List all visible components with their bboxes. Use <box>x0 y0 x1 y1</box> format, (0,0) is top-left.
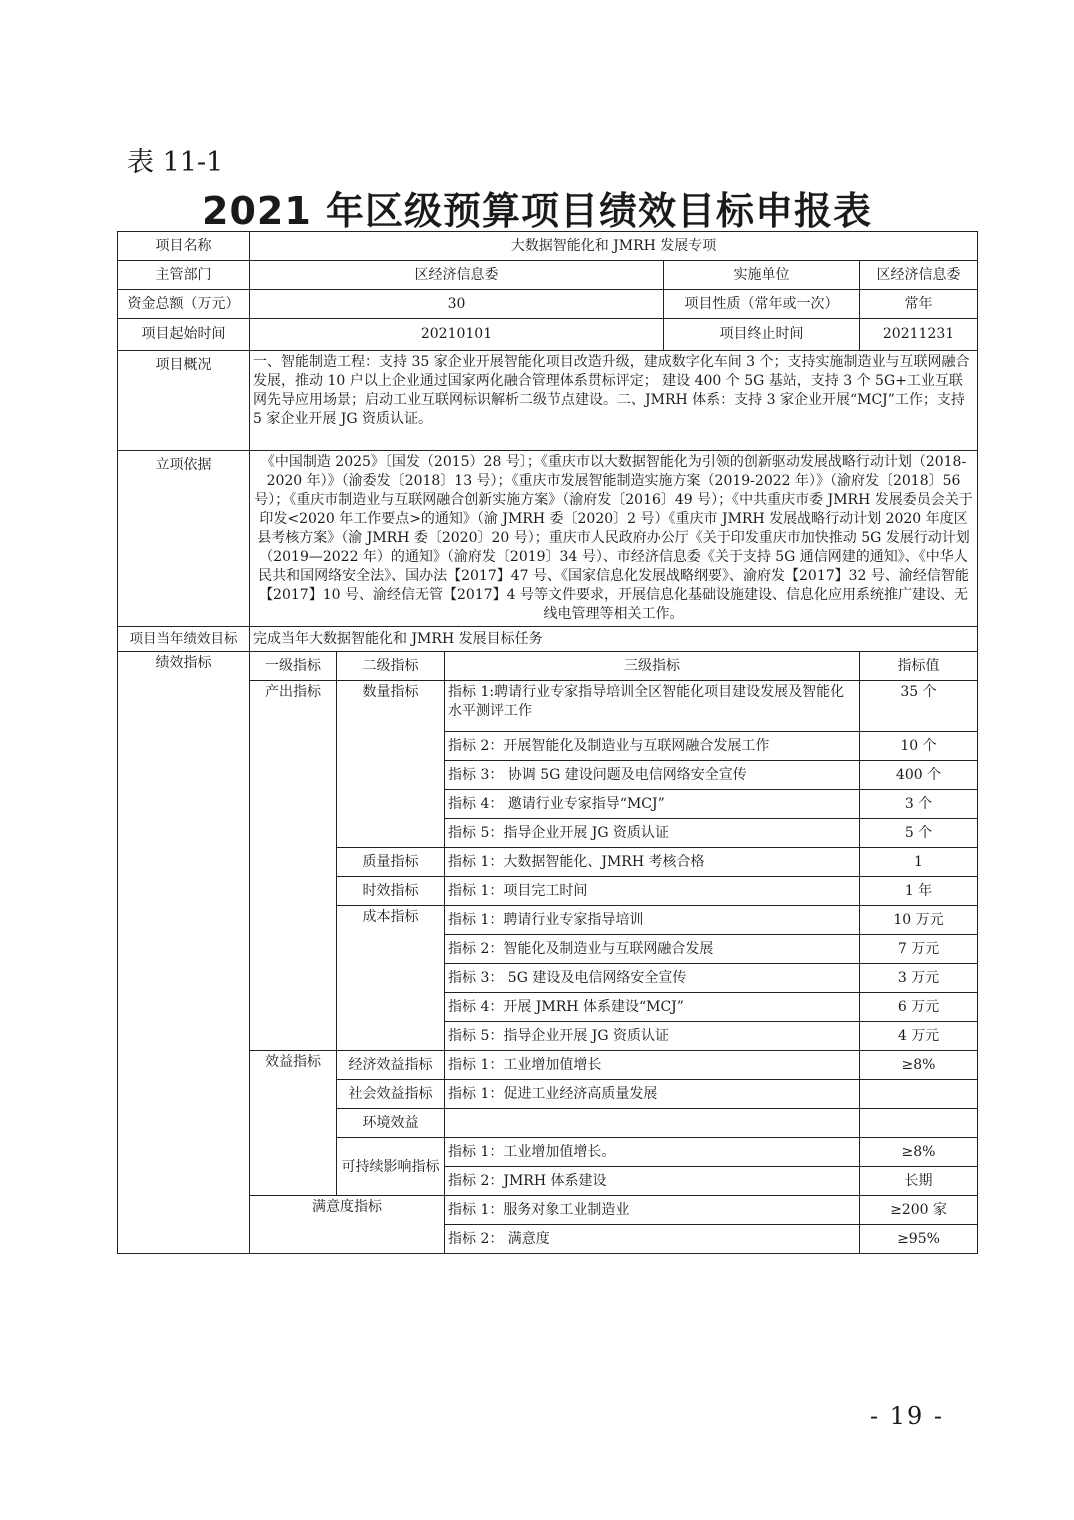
label-implementer: 实施单位 <box>664 261 860 290</box>
value-project-name: 大数据智能化和 JMRH 发展专项 <box>250 232 978 261</box>
level2-environment: 环境效益 <box>337 1109 445 1138</box>
indicator-name: 指标 1：促进工业经济高质量发展 <box>445 1080 860 1109</box>
value-start: 20210101 <box>250 319 664 351</box>
indicator-value: ≥95% <box>860 1225 978 1254</box>
indicator-value: 3 万元 <box>860 964 978 993</box>
indicator-value: 35 个 <box>860 681 978 732</box>
label-start: 项目起始时间 <box>118 319 250 351</box>
row-department <box>118 261 978 290</box>
row-funds <box>118 290 978 319</box>
indicator-value: ≥8% <box>860 1138 978 1167</box>
indicator-name: 指标 1：项目完工时间 <box>445 877 860 906</box>
indicator-value: 5 个 <box>860 819 978 848</box>
table-number: 表 11-1 <box>127 147 224 178</box>
label-overview: 项目概况 <box>118 351 250 451</box>
indicator-name: 指标 2：智能化及制造业与互联网融合发展 <box>445 935 860 964</box>
row-overview <box>118 351 978 451</box>
indicator-name: 指标 2： 满意度 <box>445 1225 860 1254</box>
value-annual-goal: 完成当年大数据智能化和 JMRH 发展目标任务 <box>250 627 978 652</box>
value-implementer: 区经济信息委 <box>860 261 978 290</box>
row-project-name <box>118 232 978 261</box>
level1-benefit: 效益指标 <box>250 1051 337 1196</box>
level2-sustainable: 可持续影响指标 <box>337 1138 445 1196</box>
row-basis <box>118 451 978 627</box>
indicator-value: 1 年 <box>860 877 978 906</box>
indicator-value: ≥8% <box>860 1051 978 1080</box>
level2-cost: 成本指标 <box>337 906 445 1051</box>
indicator-name: 指标 1：服务对象工业制造业 <box>445 1196 860 1225</box>
level2-social: 社会效益指标 <box>337 1080 445 1109</box>
label-department: 主管部门 <box>118 261 250 290</box>
indicator-name: 指标 5：指导企业开展 JG 资质认证 <box>445 819 860 848</box>
level2-timeliness: 时效指标 <box>337 877 445 906</box>
indicator-name: 指标 1：大数据智能化、JMRH 考核合格 <box>445 848 860 877</box>
value-overview: 一、智能制造工程：支持 35 家企业开展智能化项目改造升级，建成数字化车间 3 个；支持实施制造业与互联网融合发展，推动 10 户以上企业通过国家两化融合管理体系贯标评定； 建设 400 个 5G 基站，支持 3 个 5G+工业互联网先导应用场景；启动工业互联网标识解析二级节点建设。二、JMRH 体系：支持 3 家企业开展“MCJ”工作；支持 5 家企业开展 JG 资质认证。 <box>250 351 978 451</box>
value-department: 区经济信息委 <box>250 261 664 290</box>
indicator-name: 指标 5：指导企业开展 JG 资质认证 <box>445 1022 860 1051</box>
label-funds: 资金总额（万元） <box>118 290 250 319</box>
level2-quality: 质量指标 <box>337 848 445 877</box>
indicator-value: 3 个 <box>860 790 978 819</box>
label-project-name: 项目名称 <box>118 232 250 261</box>
indicator-name: 指标 4： 邀请行业专家指导“MCJ” <box>445 790 860 819</box>
indicator-name: 指标 2：JMRH 体系建设 <box>445 1167 860 1196</box>
value-basis: 《中国制造 2025》〔国发（2015）28 号〕；《重庆市以大数据智能化为引领的创新驱动发展战略行动计划（2018-2020 年）》（渝委发〔2018〕13 号）；《重庆市发展智能制造实施方案（2019-2022 年）》（渝府发〔2018〕56 号）；《重庆市制造业与互联网融合创新实施方案》（渝府发〔2016〕49 号）；《中共重庆市委 JMRH 发展委员会关于印发<2020 年工作要点>的通知》（渝 JMRH 委〔2020〕2 号）《重庆市 JMRH 发展战略行动计划 2020 年度区县考核方案》（渝 JMRH 委〔2020〕20 号）；重庆市人民政府办公厅《关于印发重庆市加快推动 5G 发展行动计划（2019—2022 年）的通知》（渝府发〔2019〕34 号）、市经济信息委《关于支持 5G 通信网建的通知》、《中华人民共和国网络安全法》、国办法【2017】47 号、《国家信息化发展战略纲要》、渝府发【2017】32 号、渝经信智能【2017】10 号、渝经信无管【2017】4 号等文件要求，开展信息化基础设施建设、信息化应用系统推广建设、无线电管理等相关工作。 <box>250 451 978 627</box>
level1-satisfaction: 满意度指标 <box>250 1196 445 1254</box>
level2-economic: 经济效益指标 <box>337 1051 445 1080</box>
header-level3: 三级指标 <box>445 652 860 681</box>
indicator-name: 指标 1：聘请行业专家指导培训 <box>445 906 860 935</box>
indicator-value: 长期 <box>860 1167 978 1196</box>
indicator-value <box>860 1080 978 1109</box>
label-nature: 项目性质（常年或一次） <box>664 290 860 319</box>
row-annual-goal <box>118 627 978 652</box>
indicator-name: 指标 1:聘请行业专家指导培训全区智能化项目建设发展及智能化水平测评工作 <box>445 681 860 732</box>
indicator-name: 指标 3： 协调 5G 建设问题及电信网络安全宣传 <box>445 761 860 790</box>
performance-target-table <box>117 231 978 1254</box>
indicator-value: 6 万元 <box>860 993 978 1022</box>
indicator-name: 指标 3： 5G 建设及电信网络安全宣传 <box>445 964 860 993</box>
document-title: 2021 年区级预算项目绩效目标申报表 <box>202 189 872 233</box>
header-level1: 一级指标 <box>250 652 337 681</box>
indicator-value: ≥200 家 <box>860 1196 978 1225</box>
level2-quantity: 数量指标 <box>337 681 445 848</box>
label-annual-goal: 项目当年绩效目标 <box>118 627 250 652</box>
indicator-name: 指标 1：工业增加值增长。 <box>445 1138 860 1167</box>
value-end: 20211231 <box>860 319 978 351</box>
indicator-name: 指标 2：开展智能化及制造业与互联网融合发展工作 <box>445 732 860 761</box>
label-performance: 绩效指标 <box>118 652 250 1254</box>
label-basis: 立项依据 <box>118 451 250 627</box>
value-nature: 常年 <box>860 290 978 319</box>
header-value: 指标值 <box>860 652 978 681</box>
indicator-value: 10 个 <box>860 732 978 761</box>
indicator-name: 指标 4：开展 JMRH 体系建设“MCJ” <box>445 993 860 1022</box>
indicator-value <box>860 1109 978 1138</box>
indicator-value: 7 万元 <box>860 935 978 964</box>
indicator-value: 1 <box>860 848 978 877</box>
label-end: 项目终止时间 <box>664 319 860 351</box>
indicator-name: 指标 1：工业增加值增长 <box>445 1051 860 1080</box>
level1-output: 产出指标 <box>250 681 337 1051</box>
indicator-value: 4 万元 <box>860 1022 978 1051</box>
page-number: - 19 - <box>870 1402 945 1430</box>
header-level2: 二级指标 <box>337 652 445 681</box>
indicator-name <box>445 1109 860 1138</box>
value-funds: 30 <box>250 290 664 319</box>
indicator-value: 10 万元 <box>860 906 978 935</box>
row-dates <box>118 319 978 351</box>
row-indicator-header <box>118 652 978 681</box>
indicator-value: 400 个 <box>860 761 978 790</box>
